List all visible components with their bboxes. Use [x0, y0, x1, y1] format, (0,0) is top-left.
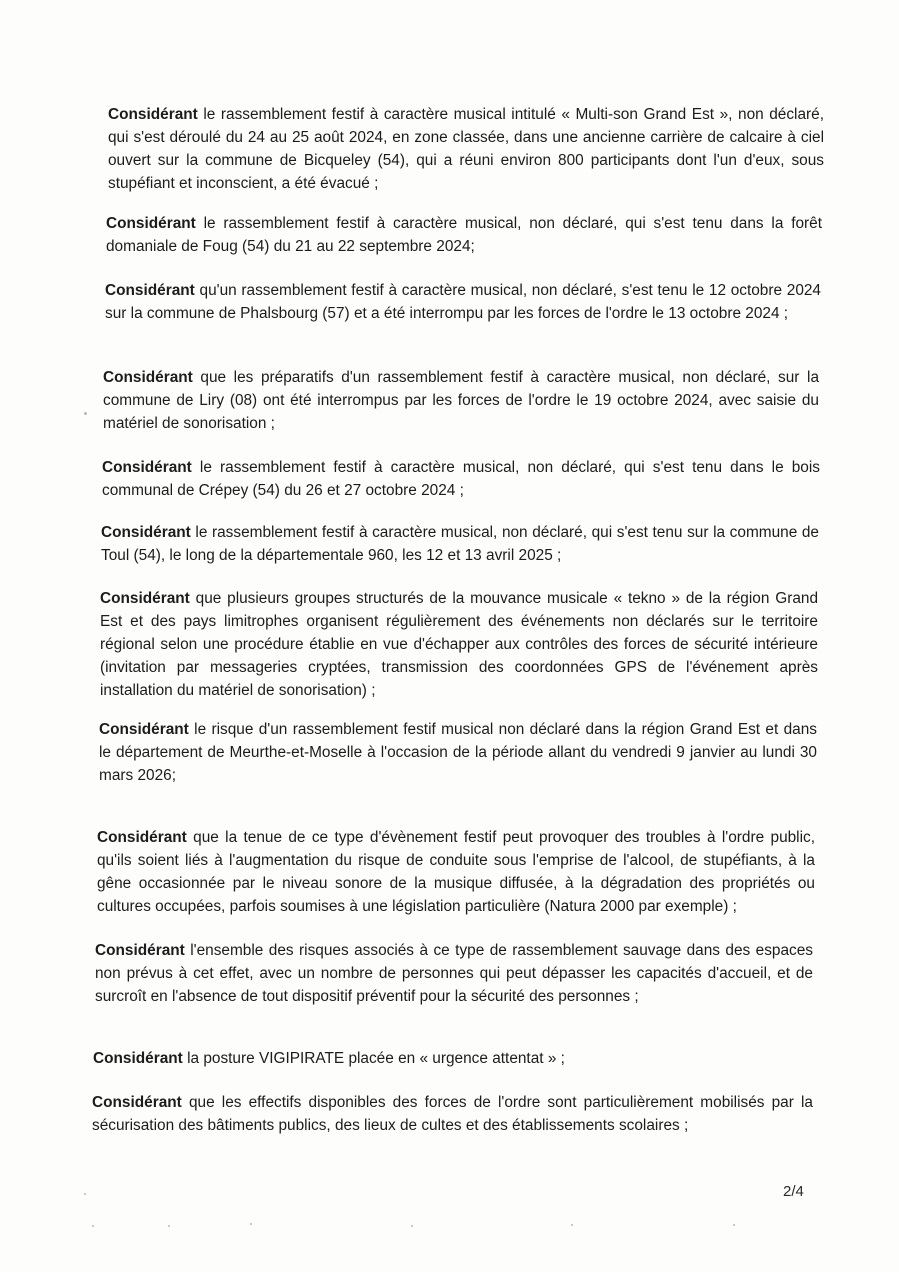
considerant-paragraph-2 — [106, 212, 822, 258]
paragraph-text: que les effectifs disponibles des forces de l'ordre sont particulièrement mobilisés par la sécurisation des bâtiments publics, des lieux de cultes et des établissements scolaires ; — [92, 1094, 813, 1134]
paragraph-text: le rassemblement festif à caractère musical, non déclaré, qui s'est tenu dans la forêt domaniale de Foug (54) du 21 au 22 septembre 2024; — [106, 215, 822, 255]
considerant-keyword: Considérant — [100, 590, 190, 607]
considerant-keyword: Considérant — [99, 721, 189, 738]
considerant-keyword: Considérant — [97, 829, 187, 846]
paragraph-text: qu'un rassemblement festif à caractère musical, non déclaré, s'est tenu le 12 octobre 2024 sur la commune de Phalsbourg (57) et a été interrompu par les forces de l'ordre le 13 octobre 2024 ; — [105, 282, 821, 322]
considerant-keyword: Considérant — [92, 1094, 182, 1111]
considerant-paragraph-10 — [95, 939, 813, 1008]
paragraph-text: le rassemblement festif à caractère musical intitulé « Multi-son Grand Est », non déclaré, qui s'est déroulé du 24 au 25 août 2024, en zone classée, dans une ancienne carrière de calcaire à ciel ouvert sur la commune de Bicqueley (54), qui a réuni environ 800 participants dont l'un d'eux, sous stupéfiant et inconscient, a été évacué ; — [108, 106, 824, 192]
scan-speck — [84, 1193, 86, 1195]
paragraph-text: la posture VIGIPIRATE placée en « urgence attentat » ; — [182, 1050, 565, 1067]
considerant-paragraph-4 — [103, 366, 819, 435]
considerant-paragraph-11 — [93, 1047, 811, 1070]
considerant-paragraph-7 — [100, 587, 818, 702]
considerant-keyword: Considérant — [95, 942, 185, 959]
scan-speck — [92, 1225, 94, 1227]
considerant-keyword: Considérant — [106, 215, 196, 232]
paragraph-text: le rassemblement festif à caractère musical, non déclaré, qui s'est tenu sur la commune de Toul (54), le long de la départementale 960, les 12 et 13 avril 2025 ; — [101, 524, 819, 564]
page-number: 2/4 — [783, 1183, 804, 1200]
paragraph-text: que la tenue de ce type d'évènement festif peut provoquer des troubles à l'ordre public, qu'ils soient liés à l'augmentation du risque de conduite sous l'emprise de l'alcool, de stupéfiants, à la gêne occasionnée par le niveau sonore de la musique diffusée, à la dégradation des propriétés ou cultures occupées, parfois soumises à une législation particulière (Natura 2000 par exemple) ; — [97, 829, 815, 915]
considerant-keyword: Considérant — [105, 282, 195, 299]
scan-speck — [571, 1224, 573, 1226]
considerant-paragraph-3 — [105, 279, 821, 325]
paragraph-text: que plusieurs groupes structurés de la mouvance musicale « tekno » de la région Grand Est et des pays limitrophes organisent régulièrement des événements non déclarés sur le territoire régional selon une procédure établie en vue d'échapper aux contrôles des forces de sécurité intérieure (invitation par messageries cryptées, transmission des coordonnées GPS de l'événement après installation du matériel de sonorisation) ; — [100, 590, 818, 699]
scan-speck — [84, 412, 87, 415]
considerant-keyword: Considérant — [108, 106, 198, 123]
considerant-paragraph-6 — [101, 521, 819, 567]
considerant-paragraph-8 — [99, 718, 817, 787]
scan-speck — [168, 1225, 170, 1227]
scan-speck — [250, 1223, 252, 1225]
considerant-paragraph-9 — [97, 826, 815, 918]
considerant-paragraph-5 — [102, 456, 820, 502]
considerant-keyword: Considérant — [102, 459, 192, 476]
considerant-keyword: Considérant — [103, 369, 193, 386]
paragraph-text: l'ensemble des risques associés à ce type de rassemblement sauvage dans des espaces non prévus à cet effet, avec un nombre de personnes qui peut dépasser les capacités d'accueil, et de surcroît en l'absence de tout dispositif préventif pour la sécurité des personnes ; — [95, 942, 813, 1005]
scan-speck — [733, 1224, 735, 1226]
scan-speck — [411, 1225, 413, 1227]
considerant-keyword: Considérant — [101, 524, 191, 541]
paragraph-text: le risque d'un rassemblement festif musical non déclaré dans la région Grand Est et dans le département de Meurthe-et-Moselle à l'occasion de la période allant du vendredi 9 janvier au lundi 30 mars 2026; — [99, 721, 817, 784]
considerant-paragraph-12 — [92, 1091, 813, 1137]
considerant-paragraph-1 — [108, 103, 824, 195]
considerant-keyword: Considérant — [93, 1050, 183, 1067]
paragraph-text: que les préparatifs d'un rassemblement festif à caractère musical, non déclaré, sur la commune de Liry (08) ont été interrompus par les forces de l'ordre le 19 octobre 2024, avec saisie du matériel de sonorisation ; — [103, 369, 819, 432]
paragraph-text: le rassemblement festif à caractère musical, non déclaré, qui s'est tenu dans le bois communal de Crépey (54) du 26 et 27 octobre 2024 ; — [102, 459, 820, 499]
